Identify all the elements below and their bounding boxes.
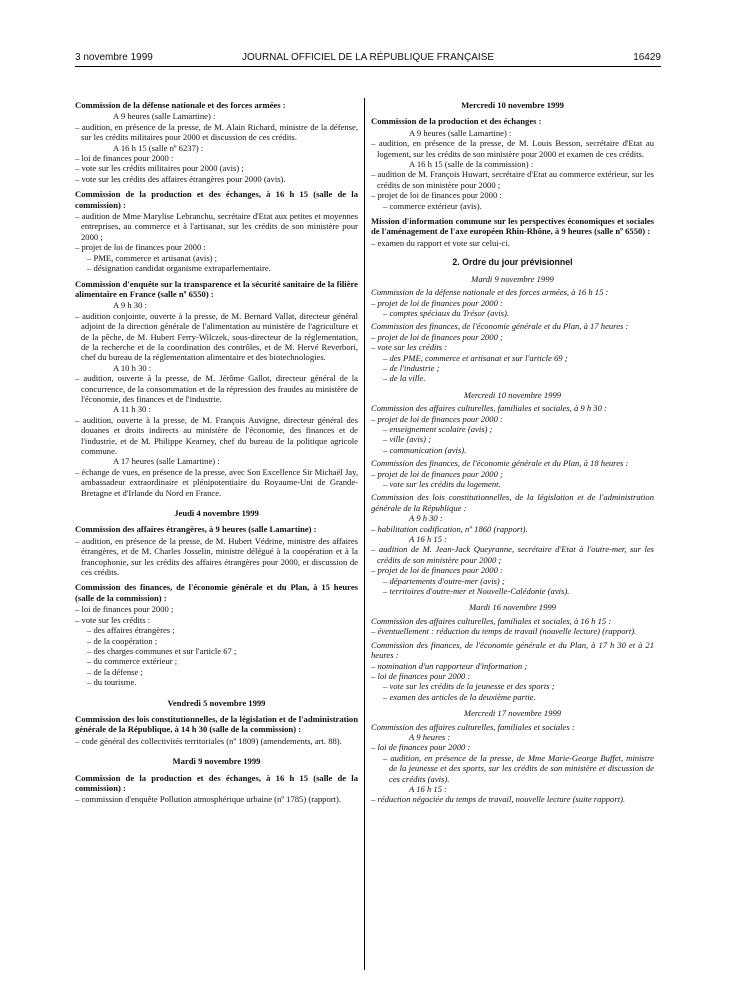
agenda-item: – vote sur les crédits des affaires étrangères pour 2000 (avis). [75, 173, 286, 184]
committee-heading: Commission de la production et des échanges, à 16 h 15 (salle de la commission) : [75, 772, 358, 793]
day-heading: Mardi 16 novembre 1999 [469, 602, 556, 613]
time-line: A 10 h 30 : [113, 362, 152, 373]
header-date: 3 novembre 1999 [75, 52, 153, 63]
agenda-subitem: – vote sur les crédits de la jeunesse et des sports ; [383, 681, 555, 692]
agenda-item: – projet de loi de finances pour 2000 : [371, 297, 503, 308]
agenda-subitem: – communication (avis). [383, 444, 467, 455]
agenda-item: – loi de finances pour 2000 ; [75, 604, 174, 615]
agenda-subitem: – audition, en présence de la presse, de Mme Marie-George Buffet, ministre de la jeunesse et des sports, sur les crédits de son ministère et discussion de ces crédits (avis). [383, 752, 654, 784]
agenda-subitem: – PME, commerce et artisanat (avis) ; [87, 252, 218, 263]
committee-heading: Mission d'information commune sur les perspectives économiques et sociales de l'aménagement de l'axe européen Rhin-Rhône, à 9 heures (salle nº 6550) : [371, 216, 654, 237]
agenda-item: – audition, en présence de la presse, de M. Hubert Védrine, ministre des affaires étrangères, et de M. Charles Josselin, ministre délégué à la coopération et à la francophonie, sur les crédits des affaires étrangères pour 2000, et discussion de ces crédits. [75, 535, 358, 578]
agenda-subitem: – territoires d'outre-mer et Nouvelle-Calédonie (avis). [383, 586, 570, 597]
agenda-subitem: – des charges communes et sur l'article 67 ; [87, 645, 237, 656]
committee-heading: Commission des finances, de l'économie générale et du Plan, à 15 heures (salle de la commission) : [75, 582, 358, 603]
column-separator [364, 98, 365, 970]
agenda-subitem: – enseignement scolaire (avis) ; [383, 423, 493, 434]
header-title: JOURNAL OFFICIEL DE LA RÉPUBLIQUE FRANÇAISE [241, 52, 495, 63]
committee-heading: Commission des affaires culturelles, familiales et sociales, à 9 h 30 : [371, 403, 607, 414]
header-rule [75, 66, 661, 67]
committee-heading: Commission des finances, de l'économie générale et du Plan, à 18 heures : [371, 458, 629, 469]
agenda-subitem: – des affaires étrangères ; [87, 625, 175, 636]
time-line: A 11 h 30 : [113, 404, 151, 415]
time-line: A 16 h 15 (salle nº 6237) : [113, 142, 204, 153]
agenda-item: – audition, en présence de la presse, de M. Alain Richard, ministre de la défense, sur les crédits militaires pour 2000 et discussion de ces crédits. [75, 121, 358, 143]
page-header [75, 52, 661, 66]
agenda-subitem: – comptes spéciaux du Trésor (avis). [383, 307, 510, 318]
time-line: A 16 h 15 : [409, 783, 448, 794]
day-heading: Mercredi 10 novembre 1999 [461, 100, 564, 110]
right-column [371, 100, 654, 805]
agenda-item: – audition de M. Jean-Jack Queyranne, secrétaire d'Etat à l'outre-mer, sur les crédits de son ministère pour 2000 ; [371, 544, 654, 565]
time-line: A 9 h 30 : [113, 300, 147, 311]
agenda-item: – audition, ouverte à la presse, de M. François Auvigne, directeur général des douanes et droits indirects au ministère de l'économie, des finances et de l'industrie, et de M. Philippe Kearney, chef du bureau de la politique agricole commune. [75, 414, 358, 456]
agenda-item: – audition de Mme Marylise Lebranchu, secrétaire d'Etat aux petites et moyennes entreprises, au commerce et à l'artisanat, sur les crédits de son ministère pour 2000 ; [75, 211, 358, 242]
agenda-subitem: – commerce extérieur (avis). [383, 200, 482, 211]
agenda-item: – audition conjointe, ouverte à la presse, de M. Bernard Vallat, directeur général adjoint de la direction générale de l'alimentation au ministère de l'agriculture et de la pêche, de M. Hubert Ferry-Wilczek, sous-directeur de la réglementation, de la recherche et de la coordination des contrôles, et de M. Hervé Reverbori, chef du bureau de la réglementation alimentaire et des biotechnologies. [75, 310, 358, 363]
agenda-item: – projet de loi de finances pour 2000 ; [371, 331, 503, 342]
agenda-item: – projet de loi de finances pour 2000 : [75, 242, 206, 253]
committee-heading: Commission de la défense nationale et des forces armées : [75, 100, 286, 110]
agenda-item: – projet de loi de finances pour 2000 : [371, 190, 502, 201]
time-line: A 17 heures (salle Lamartine) : [113, 456, 220, 467]
committee-heading: Commission des affaires culturelles, familiales et sociales, à 16 h 15 : [371, 615, 612, 626]
day-heading: Mercredi 17 novembre 1999 [463, 708, 562, 719]
agenda-subitem: – du tourisme. [87, 677, 137, 688]
agenda-subitem: – du commerce extérieur ; [87, 656, 178, 667]
committee-heading: Commission des finances, de l'économie générale et du Plan, à 17 h 30 et à 21 heures : [371, 639, 654, 661]
agenda-subitem: – de la coopération ; [87, 635, 158, 646]
agenda-item: – nomination d'un rapporteur d'information ; [371, 660, 528, 671]
agenda-subitem: – de l'industrie ; [383, 362, 440, 373]
agenda-item: – projet de loi de finances pour 2000 ; [371, 468, 503, 479]
section-heading: 2. Ordre du jour prévisionnel [452, 257, 573, 268]
agenda-item: – réduction négociée du temps de travail, nouvelle lecture (suite rapport). [371, 794, 626, 805]
agenda-item: – commission d'enquête Pollution atmosphérique urbaine (nº 1785) (rapport). [75, 794, 342, 805]
agenda-item: – éventuellement : réduction du temps de travail (nouvelle lecture) (rapport). [371, 626, 637, 637]
agenda-item: – vote sur les crédits : [75, 614, 151, 625]
agenda-subitem: – des PME, commerce et artisanat et sur l'article 69 ; [383, 352, 568, 363]
agenda-subitem: – ville (avis) ; [383, 434, 431, 445]
agenda-subitem: – départements d'outre-mer (avis) ; [383, 575, 505, 586]
agenda-item: – examen du rapport et vote sur celui-ci. [371, 237, 510, 248]
day-heading: Mercredi 10 novembre 1999 [463, 389, 562, 400]
time-line: A 9 h 30 : [409, 513, 443, 524]
committee-heading: Commission de la défense nationale et des forces armées, à 16 h 15 : [371, 287, 609, 298]
agenda-item: – audition, en présence de la presse, de M. Louis Besson, secrétaire d'Etat au logement, sur les crédits de son ministère pour 2000 et examen de ces crédits. [371, 138, 654, 159]
committee-heading: Commission des lois constitutionnelles, de la législation et de l'administration générale de la République, à 14 h 30 (salle de la commission) : [75, 713, 358, 735]
left-column [75, 100, 358, 805]
agenda-item: – audition de M. François Huwart, secrétaire d'Etat au commerce extérieur, sur les crédits de son ministère pour 2000 ; [371, 169, 654, 190]
agenda-item: – vote sur les crédits militaires pour 2000 (avis) ; [75, 163, 244, 174]
committee-heading: Commission de la production et des échanges : [371, 116, 542, 127]
time-line: A 16 h 15 (salle de la commission) : [409, 159, 534, 170]
agenda-item: – échange de vues, en présence de la presse, avec Son Excellence Sir Michaël Jay, ambassadeur extraordinaire et plénipotentiaire du Royaume-Uni de Grande-Bretagne et d'Irlande du Nord en France. [75, 466, 358, 498]
agenda-subitem: – de la défense ; [87, 666, 143, 677]
committee-heading: Commission d'enquête sur la transparence et la sécurité sanitaire de la filière alimentaire en France (salle nº 6550) : [75, 278, 358, 299]
agenda-item: – habilitation codification, nº 1860 (rapport). [371, 523, 528, 534]
committee-heading: Commission de la production et des échanges, à 16 h 15 (salle de la commission) : [75, 189, 358, 210]
day-heading: Mardi 9 novembre 1999 [172, 756, 261, 767]
committee-heading: Commission des finances, de l'économie générale et du Plan, à 17 heures : [371, 321, 629, 332]
page-number: 16429 [633, 52, 661, 63]
agenda-subitem: – de la ville. [383, 373, 426, 384]
day-heading: Mardi 9 novembre 1999 [471, 273, 554, 284]
day-heading: Jeudi 4 novembre 1999 [174, 508, 259, 519]
agenda-subitem: – vote sur les crédits du logement. [383, 479, 501, 489]
committee-heading: Commission des affaires culturelles, familiales et sociales : [371, 721, 575, 732]
time-line: A 16 h 15 : [409, 534, 448, 545]
agenda-subitem: – examen des articles de la deuxième partie. [383, 691, 536, 702]
agenda-item: – loi de finances pour 2000 : [75, 153, 174, 164]
agenda-item: – loi de finances pour 2000 : [371, 670, 471, 681]
agenda-item: – vote sur les crédits : [371, 342, 448, 353]
agenda-subitem: – désignation candidat organisme extraparlementaire. [87, 263, 271, 274]
agenda-item: – loi de finances pour 2000 : [371, 742, 471, 753]
agenda-item: – projet de loi de finances pour 2000 : [371, 565, 503, 576]
time-line: A 9 heures (salle Lamartine) : [409, 127, 512, 138]
agenda-item: – code général des collectivités territoriales (nº 1809) (amendements, art. 88). [75, 735, 342, 746]
agenda-item: – projet de loi de finances pour 2000 : [371, 413, 503, 424]
committee-heading: Commission des lois constitutionnelles, de la législation et de l'administration générale de la République : [371, 492, 654, 513]
time-line: A 9 heures (salle Lamartine) : [113, 111, 216, 122]
day-heading: Vendredi 5 novembre 1999 [167, 697, 266, 708]
time-line: A 9 heures : [409, 731, 451, 742]
committee-heading: Commission des affaires étrangères, à 9 heures (salle Lamartine) : [75, 524, 317, 535]
agenda-item: – audition, ouverte à la presse, de M. Jérôme Gallot, directeur général de la concurrence, de la consommation et de la répression des fraudes au ministère de l'économie, des finances et de l'industrie. [75, 373, 358, 404]
